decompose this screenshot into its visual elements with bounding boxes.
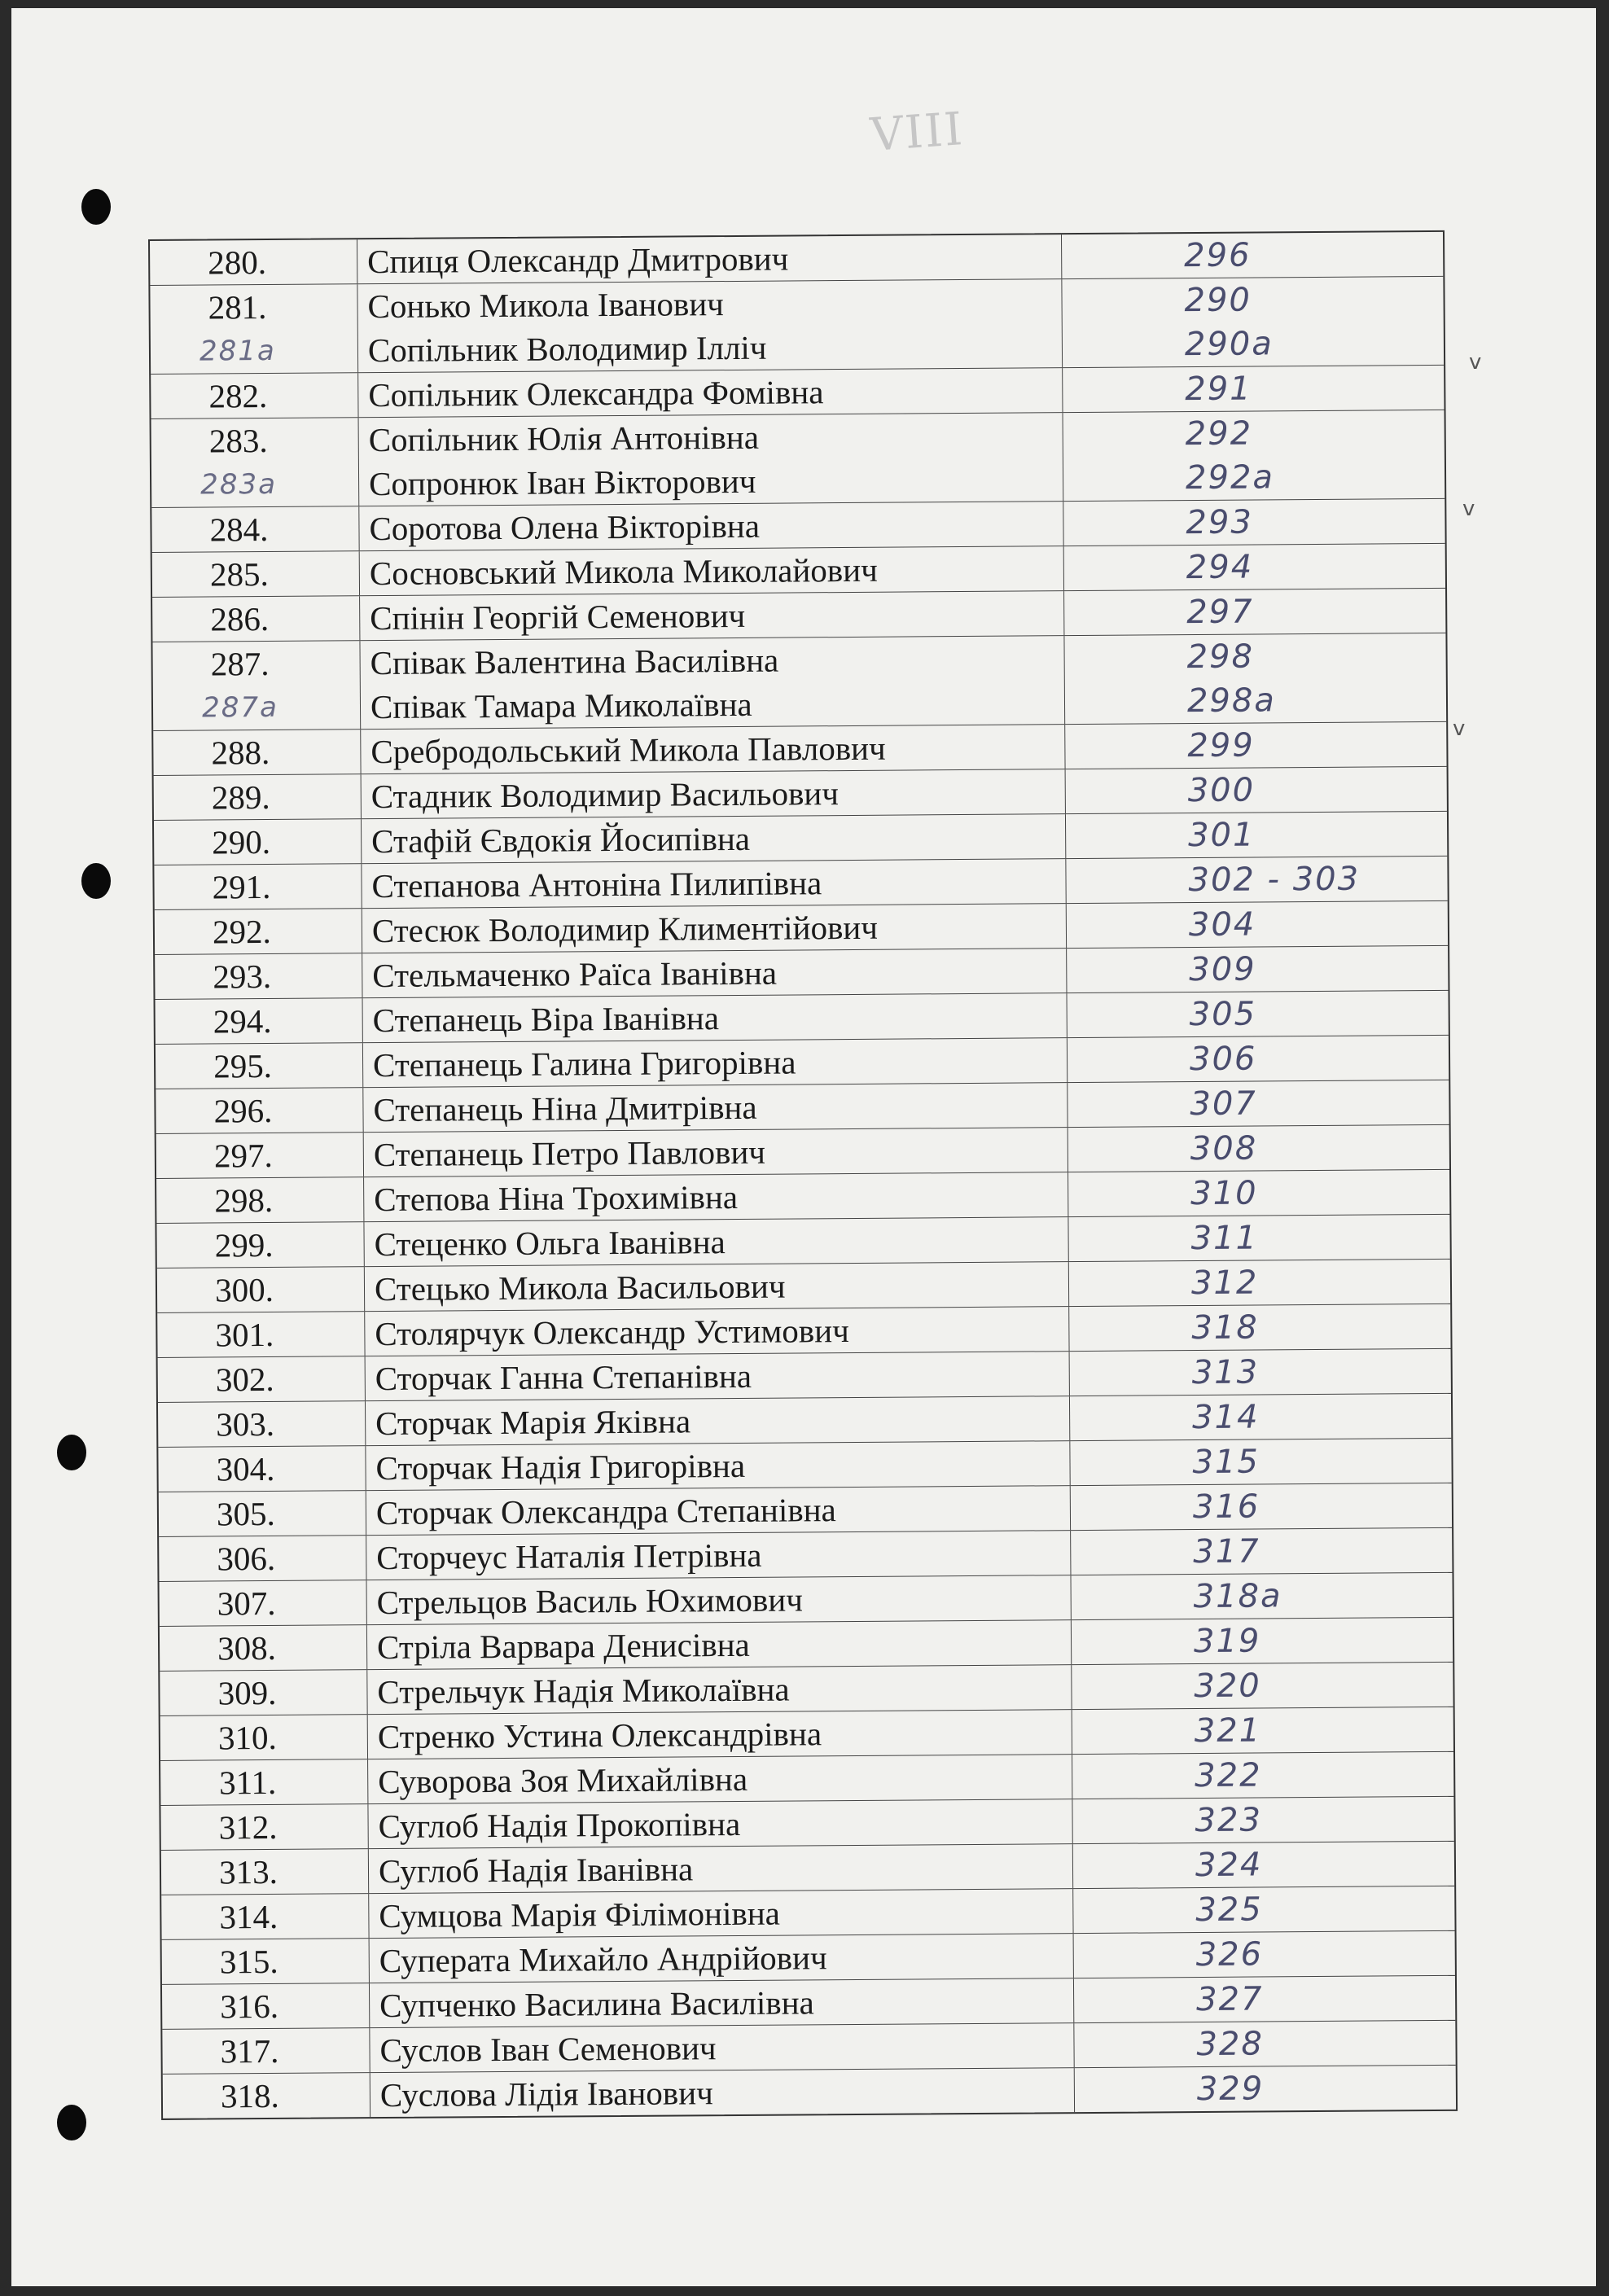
page-number-cell	[1069, 1304, 1450, 1351]
entry-number: 317.	[220, 2031, 279, 2070]
person-name: Степанець Петро Павлович	[373, 1133, 766, 1174]
page-number-cell	[1073, 1886, 1454, 1933]
handwritten-page-number: 314	[1191, 1398, 1260, 1437]
entry-number: 287а	[202, 690, 279, 725]
page-number-cell	[1072, 1797, 1453, 1843]
entry-number: 296.	[213, 1091, 273, 1130]
entry-number-cell	[162, 1983, 370, 2029]
person-name-cell	[368, 1710, 1072, 1759]
entry-number-cell	[159, 1491, 366, 1536]
entry-number: 284.	[209, 510, 269, 549]
person-name: Спиця Олександр Дмитрович	[367, 239, 789, 281]
entry-number: 280.	[208, 243, 267, 282]
entry-number-cell	[162, 2028, 370, 2074]
handwritten-page-number: 293	[1186, 503, 1253, 542]
person-name-cell	[366, 1486, 1071, 1535]
entry-number-cell	[151, 418, 360, 507]
person-name-cell	[367, 1620, 1072, 1669]
page-number-cell	[1063, 499, 1445, 546]
entry-number-cell	[158, 1446, 366, 1492]
person-name: Столярчук Олександр Устимович	[375, 1312, 849, 1353]
handwritten-page-number: 322	[1195, 1756, 1262, 1795]
person-name-cell	[357, 234, 1062, 283]
handwritten-page-number: 318	[1191, 1308, 1259, 1347]
register-table	[148, 230, 1458, 2120]
person-name: Степанова Антоніна Пилипівна	[371, 864, 822, 905]
person-name-cell	[360, 636, 1065, 729]
entry-number: 312.	[218, 1807, 278, 1847]
page-number-cell	[1068, 1170, 1449, 1216]
handwritten-page-number: 329	[1196, 2070, 1265, 2109]
handwritten-page-number: 315	[1192, 1443, 1260, 1482]
entry-number: 307.	[217, 1584, 276, 1623]
person-name: Сторчеус Наталія Петрівна	[376, 1536, 762, 1577]
person-name-cell	[370, 1934, 1074, 1983]
entry-number: 310.	[217, 1718, 277, 1757]
person-name: Сторчак Надія Григорівна	[375, 1446, 746, 1488]
person-name: Сторчак Олександра Степанівна	[375, 1491, 836, 1532]
handwritten-page-number: 328	[1196, 2025, 1265, 2064]
person-name-cell	[361, 725, 1065, 773]
page-number-cell	[1068, 1036, 1449, 1082]
person-name: Стрельчук Надія Миколаївна	[377, 1670, 790, 1711]
person-name: Степанець Ніна Дмитрівна	[373, 1088, 757, 1129]
handwritten-page-number: 324	[1195, 1846, 1263, 1885]
person-name: Степанець Віра Іванівна	[372, 999, 720, 1040]
handwritten-page-number: 307	[1190, 1084, 1257, 1124]
person-name-cell	[359, 413, 1064, 506]
handwritten-page-number: 326	[1195, 1935, 1264, 1974]
page-number-cell	[1064, 633, 1446, 724]
person-name-cell	[363, 1038, 1068, 1087]
entry-number: 301.	[215, 1315, 274, 1354]
entry-number-cell	[154, 819, 362, 865]
page-number-cell	[1063, 410, 1445, 501]
page-number-cell	[1068, 1215, 1449, 1261]
entry-number: 300.	[214, 1270, 274, 1309]
handwritten-page-number: 319	[1193, 1622, 1261, 1661]
page-number-cell	[1068, 1080, 1449, 1127]
page-number-cell	[1064, 589, 1445, 635]
entry-number-cell	[151, 373, 358, 418]
person-name: Стріла Варвара Денисівна	[376, 1625, 750, 1667]
entry-number: 313.	[218, 1852, 278, 1891]
person-name-cell	[366, 1441, 1070, 1490]
person-name: Стрельцов Василь Юхимович	[376, 1580, 804, 1622]
page-number-cell	[1062, 277, 1444, 367]
person-name: Стецько Микола Васильович	[374, 1267, 786, 1308]
person-name: Суглоб Надія Прокопівна	[378, 1804, 741, 1846]
person-name: Сосновський Микола Миколайович	[369, 550, 878, 593]
entry-number-cell	[156, 1043, 363, 1089]
person-name-cell	[363, 993, 1068, 1042]
entry-number-cell	[160, 1804, 368, 1850]
entry-number: 298.	[214, 1181, 274, 1220]
entry-number-cell	[158, 1401, 366, 1447]
handwritten-page-number: 317	[1193, 1532, 1260, 1571]
person-name-cell	[370, 1978, 1074, 2027]
page-number-cell	[1074, 2021, 1455, 2067]
person-name: Сопронюк Іван Вікторович	[368, 462, 756, 503]
person-name-cell	[362, 859, 1066, 908]
table-row	[151, 410, 1445, 508]
person-name: Сопільник Юлія Антонівна	[368, 418, 760, 459]
handwritten-page-number: 321	[1194, 1711, 1262, 1750]
entry-number: 288.	[211, 733, 270, 772]
handwritten-page-number: 292	[1185, 414, 1253, 454]
person-name-cell	[362, 949, 1067, 997]
entry-number-cell	[156, 1222, 364, 1268]
person-name-cell	[362, 814, 1066, 863]
person-name-cell	[365, 1262, 1069, 1311]
person-name: Стадник Володимир Васильович	[370, 774, 840, 816]
handwritten-page-number: 325	[1195, 1891, 1263, 1930]
entry-number-cell	[152, 596, 360, 642]
page-number-cell	[1062, 232, 1443, 278]
entry-number: 314.	[219, 1897, 278, 1936]
entry-number-cell	[152, 641, 361, 730]
handwritten-page-number: 306	[1189, 1040, 1257, 1079]
handwritten-page-number: 300	[1187, 771, 1256, 810]
handwritten-page-number: 323	[1195, 1801, 1263, 1840]
person-name: Суслов Іван Семенович	[379, 2029, 717, 2070]
page-number-cell	[1070, 1394, 1451, 1440]
entry-number: 294.	[213, 1001, 272, 1041]
person-name: Сумцова Марія Філімонівна	[379, 1894, 781, 1935]
entry-number-cell	[163, 2073, 370, 2119]
entry-number-cell	[162, 1939, 370, 1984]
page-number-cell	[1072, 1663, 1453, 1709]
handwritten-page-number: 316	[1192, 1488, 1260, 1527]
page-number-cell	[1074, 1931, 1455, 1978]
table-row	[163, 2066, 1456, 2119]
entry-number-cell	[161, 1894, 369, 1939]
handwritten-page-number: 298	[1186, 638, 1255, 677]
entry-number: 311.	[218, 1763, 277, 1802]
person-name: Стесюк Володимир Климентійович	[371, 908, 879, 950]
page-number-cell	[1072, 1618, 1453, 1664]
entry-number-cell	[155, 909, 362, 954]
handwritten-page-number: 294	[1186, 548, 1254, 587]
entry-number: 316.	[220, 1987, 279, 2026]
entry-number: 293.	[213, 957, 272, 996]
table-row	[152, 633, 1446, 731]
entry-number-cell	[158, 1356, 366, 1402]
person-name-cell	[362, 769, 1066, 818]
entry-number-cell	[160, 1715, 368, 1760]
table-row	[150, 277, 1444, 375]
page-number-cell	[1072, 1707, 1453, 1754]
person-name: Степанець Галина Григорівна	[372, 1043, 796, 1084]
person-name-cell	[364, 1217, 1068, 1266]
handwritten-page-number: 318а	[1193, 1577, 1282, 1616]
entry-number-cell	[154, 774, 362, 820]
person-name-cell	[367, 1575, 1072, 1624]
entry-number: 287.	[210, 644, 270, 683]
person-name: Сторчак Марія Яківна	[375, 1402, 691, 1443]
punch-hole	[81, 189, 111, 225]
entry-number-cell	[152, 551, 360, 597]
handwritten-page-number: 301	[1187, 816, 1256, 855]
entry-number-cell	[160, 1670, 367, 1715]
check-mark-icon: v	[1453, 716, 1466, 741]
person-name-cell	[366, 1531, 1071, 1580]
entry-number-cell	[156, 1133, 364, 1178]
page-number-cell	[1071, 1483, 1452, 1530]
entry-number: 289.	[211, 778, 270, 817]
handwritten-page-number: 302 - 303	[1188, 860, 1361, 900]
entry-number: 308.	[217, 1628, 277, 1667]
handwritten-page-number: 299	[1187, 726, 1255, 765]
page-number-cell	[1075, 2066, 1456, 2112]
page-number-cell	[1071, 1528, 1452, 1575]
entry-number: 305.	[216, 1494, 275, 1533]
handwritten-page-number: 310	[1190, 1174, 1258, 1213]
person-name: Стафій Євдокія Йосипівна	[371, 819, 751, 861]
person-name: Супченко Василина Василівна	[379, 1983, 814, 2025]
handwritten-page-number: 305	[1189, 995, 1257, 1034]
person-name-cell	[364, 1128, 1068, 1176]
entry-number: 286.	[210, 599, 270, 638]
person-name: Стренко Устина Олександрівна	[377, 1715, 822, 1756]
entry-number: 297.	[213, 1136, 273, 1175]
person-name: Сопільник Олександра Фомівна	[368, 373, 824, 414]
entry-number-cell	[156, 1177, 364, 1223]
person-name-cell	[359, 502, 1063, 550]
entry-number-cell	[159, 1536, 366, 1581]
person-name-cell	[366, 1352, 1070, 1400]
entry-number-cell	[161, 1849, 369, 1895]
page-number-cell	[1070, 1439, 1451, 1485]
entry-number: 295.	[213, 1046, 273, 1085]
entry-number: 285.	[209, 554, 269, 594]
punch-hole	[57, 2105, 86, 2140]
entry-number: 302.	[215, 1360, 274, 1399]
person-name-cell	[370, 2068, 1075, 2117]
handwritten-page-number: 327	[1195, 1980, 1264, 2019]
punch-hole	[57, 1435, 86, 1470]
page-number-cell	[1067, 946, 1448, 992]
entry-number: 282.	[208, 376, 268, 415]
entry-number: 283а	[200, 467, 278, 502]
page-number-cell	[1066, 767, 1447, 813]
person-name-cell	[366, 1396, 1070, 1445]
entry-number: 299.	[214, 1225, 274, 1264]
entry-number-cell	[150, 284, 358, 374]
entry-number: 309.	[217, 1673, 277, 1712]
entry-number: 304.	[216, 1449, 275, 1488]
handwritten-page-number: 290а	[1184, 325, 1274, 364]
person-name: Сонько Микола Іванович	[367, 285, 724, 326]
person-name-cell	[357, 279, 1063, 372]
person-name: Суглоб Надія Іванівна	[378, 1850, 694, 1891]
entry-number: 281.	[208, 287, 267, 326]
person-name: Стельмаченко Раїса Іванівна	[372, 953, 778, 995]
entry-number-cell	[151, 506, 359, 552]
entry-number: 306.	[217, 1539, 276, 1578]
person-name-cell	[364, 1172, 1068, 1221]
person-name: Спінін Георгій Семенович	[370, 596, 746, 638]
entry-number: 315.	[219, 1942, 278, 1981]
entry-number-cell	[154, 864, 362, 909]
person-name-cell	[360, 591, 1064, 640]
person-name-cell	[363, 1083, 1068, 1132]
handwritten-page-number: 291	[1185, 370, 1252, 409]
page-number-cell	[1072, 1752, 1453, 1799]
person-name-cell	[369, 1889, 1073, 1938]
person-name: Сребродольський Микола Павлович	[370, 729, 886, 771]
entry-number-cell	[156, 998, 363, 1044]
page-number-cell	[1074, 1976, 1455, 2022]
punch-hole	[81, 863, 111, 899]
handwritten-page-number: 308	[1190, 1129, 1258, 1168]
handwritten-page-number: 298а	[1186, 681, 1277, 721]
entry-number: 281а	[199, 334, 276, 368]
page-number-cell	[1067, 901, 1448, 948]
page-number-cell	[1073, 1842, 1454, 1888]
person-name: Суворова Зоя Михайлівна	[378, 1759, 748, 1801]
page-number-cell	[1070, 1349, 1451, 1396]
person-name: Співак Валентина Василівна	[370, 641, 779, 682]
page-number-cell	[1066, 857, 1447, 903]
person-name: Стеценко Ольга Іванівна	[374, 1223, 726, 1264]
entry-number: 291.	[212, 867, 271, 906]
person-name-cell	[358, 368, 1063, 417]
entry-number-cell	[156, 1088, 363, 1133]
handwritten-page-number: 297	[1186, 593, 1254, 632]
page-number-cell	[1069, 1260, 1450, 1306]
entry-number: 292.	[212, 912, 271, 951]
entry-number: 318.	[220, 2076, 279, 2115]
person-name-cell	[368, 1799, 1072, 1848]
person-name-cell	[368, 1755, 1072, 1803]
handwritten-page-number: 313	[1191, 1353, 1260, 1392]
person-name-cell	[360, 546, 1064, 595]
entry-number-cell	[155, 953, 362, 999]
entry-number-cell	[150, 239, 357, 285]
page-number-cell	[1071, 1573, 1452, 1619]
handwritten-page-number: 312	[1190, 1264, 1259, 1303]
handwritten-page-number: 311	[1190, 1219, 1259, 1258]
entry-number-cell	[153, 730, 361, 775]
check-mark-icon: v	[1462, 497, 1475, 521]
handwritten-page-number: 309	[1189, 950, 1256, 989]
entry-number-cell	[160, 1625, 367, 1671]
archive-stamp: VIII	[868, 103, 966, 162]
page-number-cell	[1063, 366, 1444, 412]
person-name: Сопільник Володимир Ілліч	[367, 328, 767, 370]
person-name-cell	[369, 1844, 1073, 1893]
page-number-cell	[1068, 1125, 1449, 1172]
person-name-cell	[367, 1665, 1072, 1714]
page-number-cell	[1065, 722, 1446, 769]
person-name: Сторчак Ганна Степанівна	[375, 1356, 752, 1398]
person-name: Степова Ніна Трохимівна	[374, 1177, 739, 1219]
person-name: Соротова Олена Вікторівна	[369, 506, 761, 548]
entry-number: 283.	[208, 421, 268, 460]
check-mark-icon: v	[1469, 350, 1482, 375]
person-name-cell	[365, 1307, 1069, 1356]
entry-number-cell	[157, 1267, 365, 1312]
entry-number-cell	[160, 1580, 367, 1626]
page-number-cell	[1067, 991, 1448, 1037]
person-name: Суперата Михайло Андрійович	[379, 1939, 827, 1980]
entry-number-cell	[160, 1759, 368, 1805]
handwritten-page-number: 296	[1184, 236, 1252, 275]
handwritten-page-number: 320	[1194, 1667, 1261, 1706]
person-name-cell	[370, 2023, 1074, 2072]
handwritten-page-number: 290	[1184, 281, 1252, 320]
handwritten-page-number: 292а	[1185, 458, 1275, 497]
page-number-cell	[1064, 544, 1445, 590]
person-name-cell	[362, 904, 1067, 953]
entry-number: 303.	[216, 1404, 275, 1444]
person-name: Співак Тамара Миколаївна	[370, 685, 752, 726]
person-name: Суслова Лідія Іванович	[379, 2074, 713, 2114]
entry-number: 290.	[212, 822, 271, 861]
page-number-cell	[1066, 812, 1447, 858]
entry-number-cell	[157, 1312, 365, 1357]
handwritten-page-number: 304	[1188, 905, 1256, 944]
document-sheet	[11, 8, 1596, 2286]
